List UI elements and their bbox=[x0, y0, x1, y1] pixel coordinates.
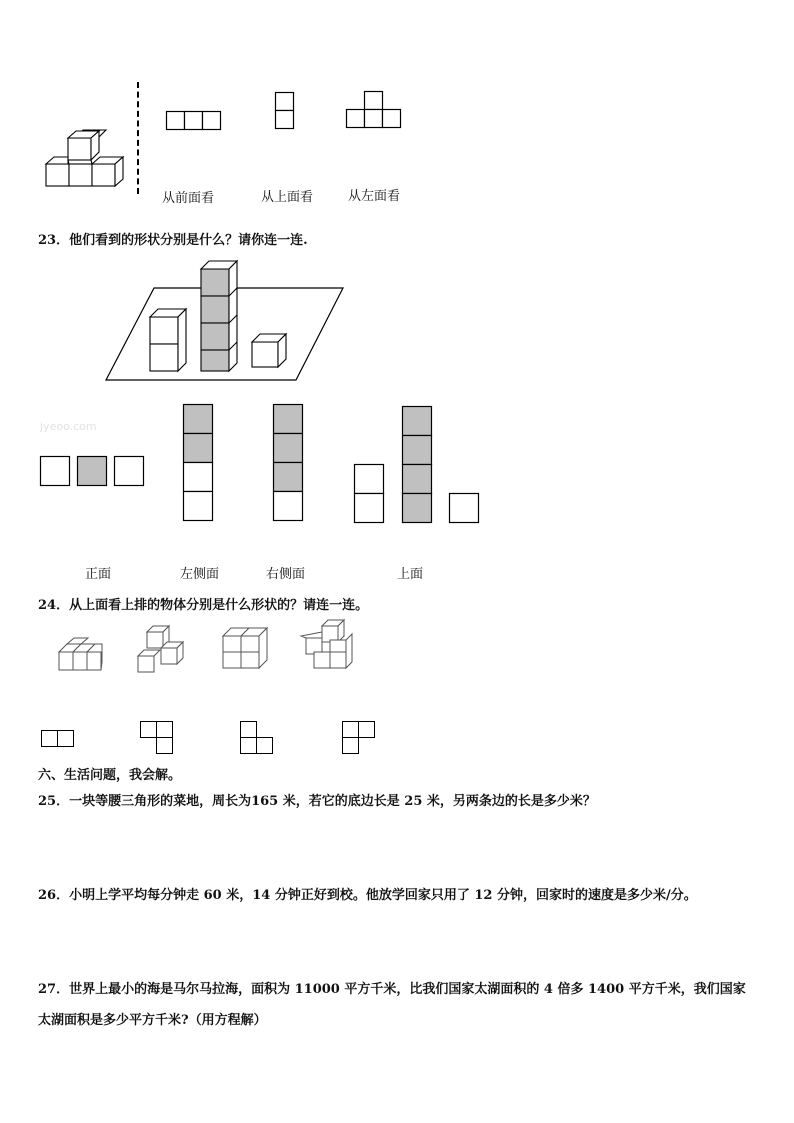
q23-option-combo[interactable] bbox=[354, 405, 480, 525]
q22-front-view-option[interactable] bbox=[166, 111, 221, 131]
label-right-side: 右侧面 bbox=[266, 567, 306, 582]
q22-top-view-option[interactable] bbox=[275, 92, 295, 130]
q23-option-column-b[interactable] bbox=[273, 404, 305, 524]
q24-solid-3 bbox=[222, 626, 270, 670]
question-23: 23．他们看到的形状分别是什么？请你连一连. bbox=[38, 233, 308, 248]
q23-scene bbox=[104, 260, 344, 382]
q23-option-row[interactable] bbox=[40, 456, 146, 488]
top-view-label: 从上面看 bbox=[261, 190, 314, 205]
label-front: 正面 bbox=[85, 567, 112, 582]
left-view-label: 从左面看 bbox=[348, 189, 401, 204]
label-left-side: 左侧面 bbox=[180, 567, 220, 582]
front-view-label: 从前面看 bbox=[162, 191, 215, 206]
watermark: jyeoo.com bbox=[40, 420, 97, 433]
question-24: 24．从上面看上排的物体分别是什么形状的？请连一连。 bbox=[38, 598, 369, 613]
q24-view-3[interactable] bbox=[240, 721, 276, 757]
question-25: 25．一块等腰三角形的菜地，周长为165 米，若它的底边长是 25 米，另两条边的长是多少米？ bbox=[38, 794, 596, 809]
q24-solid-4 bbox=[300, 618, 356, 672]
section-6-title: 六、生活问题，我会解。 bbox=[38, 768, 182, 783]
question-27-line-1: 27．世界上最小的海是马尔马拉海，面积为 11000 平方千米，比我们国家太湖面积的 4 倍多 1400 平方千米，我们国家 bbox=[38, 982, 746, 997]
question-26: 26．小明上学平均每分钟走 60 米，14 分钟正好到校。他放学回家只用了 12 分钟，回家时的速度是多少米/分。 bbox=[38, 888, 697, 903]
q24-view-2[interactable] bbox=[140, 721, 176, 757]
q24-view-4[interactable] bbox=[342, 721, 378, 757]
label-top: 上面 bbox=[397, 567, 424, 582]
dashed-divider bbox=[137, 82, 139, 194]
q24-view-1[interactable] bbox=[41, 730, 77, 750]
question-27-line-2: 太湖面积是多少平方千米?（用方程解） bbox=[38, 1013, 267, 1028]
q22-left-view-option[interactable] bbox=[346, 91, 402, 129]
q23-option-column-a[interactable] bbox=[183, 404, 215, 524]
q24-solid-1 bbox=[58, 636, 104, 672]
q22-cube-solid-figure bbox=[44, 128, 126, 188]
q24-solid-2 bbox=[137, 624, 187, 674]
